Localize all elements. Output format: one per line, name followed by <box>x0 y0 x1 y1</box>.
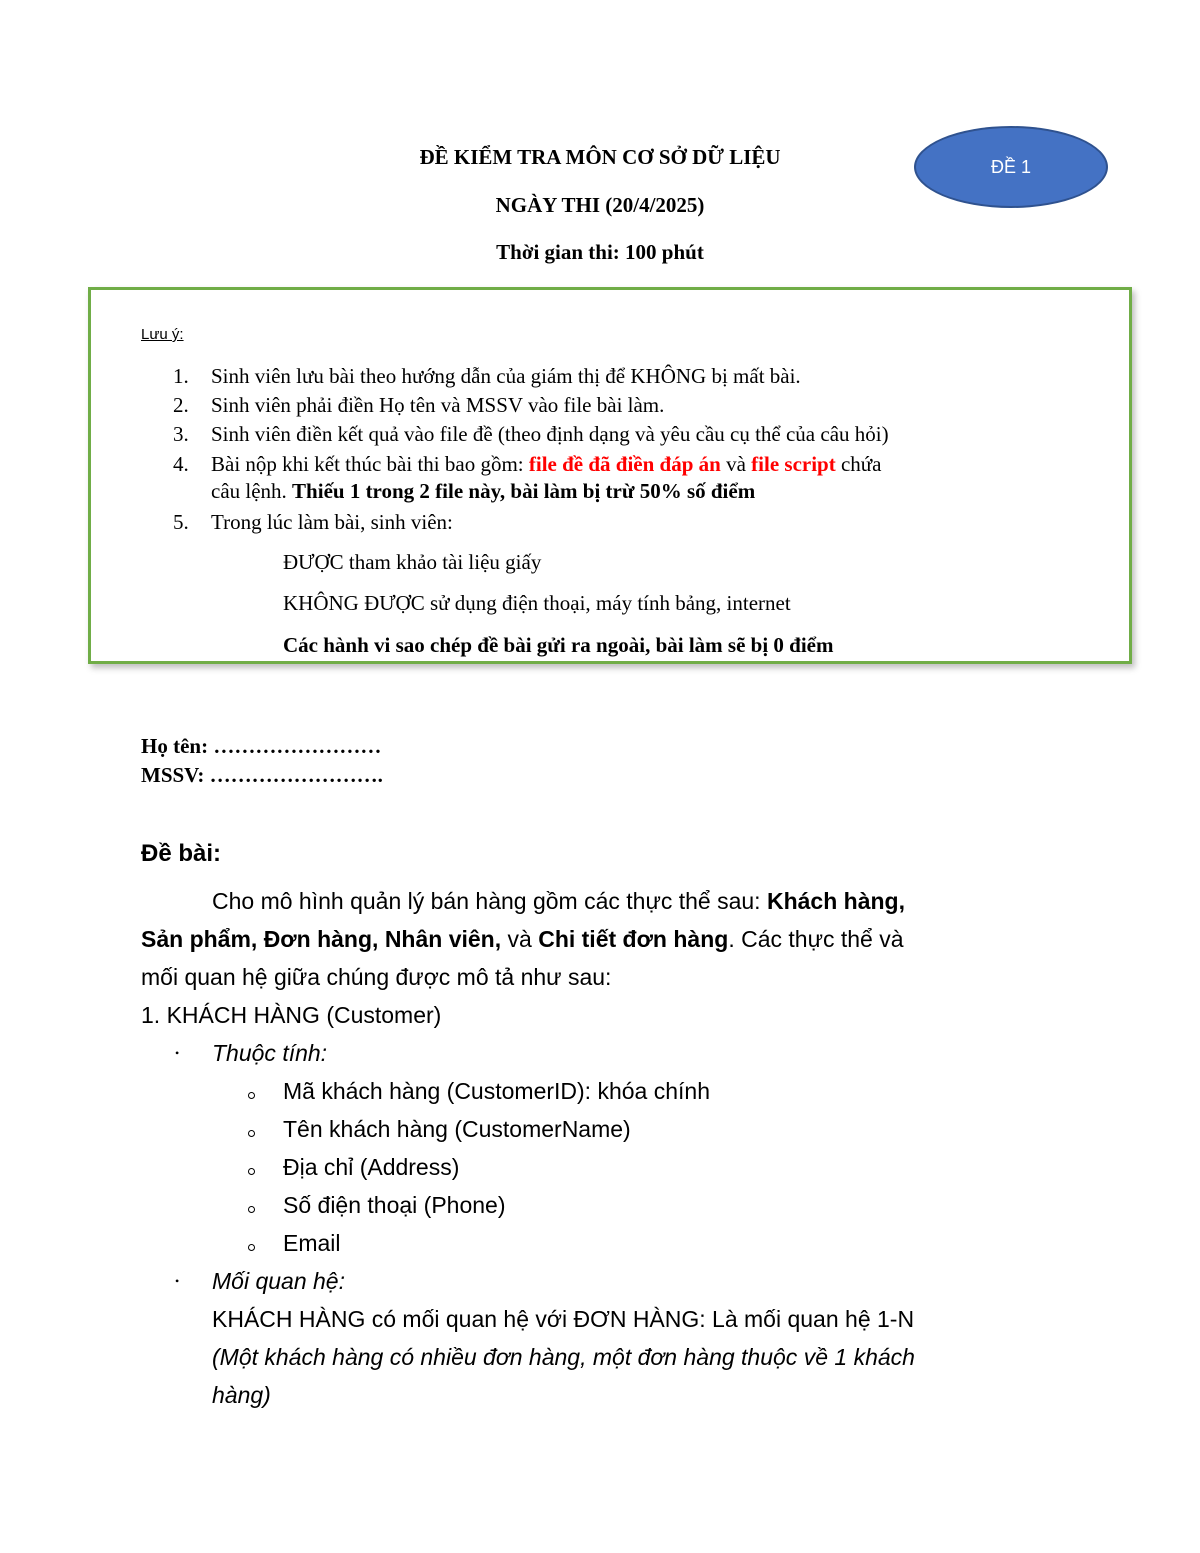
bullet-circle <box>248 1130 255 1137</box>
attribute-item: Mã khách hàng (CustomerID): khóa chính <box>283 1078 710 1104</box>
bullet-circle <box>248 1092 255 1099</box>
rule-penalty: Các hành vi sao chép đề bài gửi ra ngoài, bài làm sẽ bị 0 điểm <box>283 633 834 657</box>
student-name-field: Họ tên: …………………… <box>141 734 382 758</box>
note-item-4-cont: câu lệnh. Thiếu 1 trong 2 file này, bài làm bị trừ 50% số điểm <box>211 479 756 503</box>
note-item-3: 3. Sinh viên điền kết quả vào file đề (theo định dạng và yêu cầu cụ thể của câu hỏi) <box>173 422 889 446</box>
intro-line-2: Sản phẩm, Đơn hàng, Nhân viên, và Chi tiết đơn hàng. Các thực thể và <box>141 926 904 952</box>
section-customer-heading: 1. KHÁCH HÀNG (Customer) <box>141 1002 442 1028</box>
attribute-item: Email <box>283 1230 341 1256</box>
intro-line-1: Cho mô hình quản lý bán hàng gồm các thực thể sau: Khách hàng, <box>212 888 905 914</box>
rule-not-allowed: KHÔNG ĐƯỢC sử dụng điện thoại, máy tính bảng, internet <box>283 591 791 615</box>
attribute-item: Số điện thoại (Phone) <box>283 1192 506 1218</box>
relationship-text: KHÁCH HÀNG có mối quan hệ với ĐƠN HÀNG: Là mối quan hệ 1-N <box>212 1306 915 1332</box>
bullet-circle <box>248 1206 255 1213</box>
attribute-item: Tên khách hàng (CustomerName) <box>283 1116 631 1142</box>
attributes-label: Thuộc tính: <box>212 1040 328 1066</box>
badge-label: ĐỀ 1 <box>990 156 1032 177</box>
exam-date: NGÀY THI (20/4/2025) <box>495 193 705 217</box>
relationship-label: Mối quan hệ: <box>212 1268 345 1294</box>
notes-label: Lưu ý: <box>141 326 184 343</box>
bullet-dot: • <box>175 1274 180 1288</box>
attribute-item: Địa chỉ (Address) <box>283 1154 460 1180</box>
bullet-dot: • <box>175 1046 180 1060</box>
student-id-field: MSSV: ……………………. <box>141 763 383 787</box>
intro-line-3: mối quan hệ giữa chúng được mô tả như sau: <box>141 964 612 990</box>
exam-title: ĐỀ KIỂM TRA MÔN CƠ SỞ DỮ LIỆU <box>419 145 781 169</box>
bullet-circle <box>248 1244 255 1251</box>
exam-version-badge <box>914 126 1108 208</box>
note-item-2: 2. Sinh viên phải điền Họ tên và MSSV vào file bài làm. <box>173 393 665 417</box>
relationship-note-2: hàng) <box>212 1382 271 1408</box>
problem-heading: Đề bài: <box>141 840 222 867</box>
exam-duration: Thời gian thi: 100 phút <box>496 240 704 264</box>
rule-allowed: ĐƯỢC tham khảo tài liệu giấy <box>283 550 542 574</box>
note-item-4: 4. Bài nộp khi kết thúc bài thi bao gồm: file đề đã điền đáp án và file script chứa <box>173 452 882 476</box>
note-item-1: 1. Sinh viên lưu bài theo hướng dẫn của giám thị để KHÔNG bị mất bài. <box>173 364 801 388</box>
bullet-circle <box>248 1168 255 1175</box>
note-item-5: 5. Trong lúc làm bài, sinh viên: <box>173 510 453 534</box>
relationship-note-1: (Một khách hàng có nhiều đơn hàng, một đơn hàng thuộc về 1 khách <box>212 1344 915 1370</box>
